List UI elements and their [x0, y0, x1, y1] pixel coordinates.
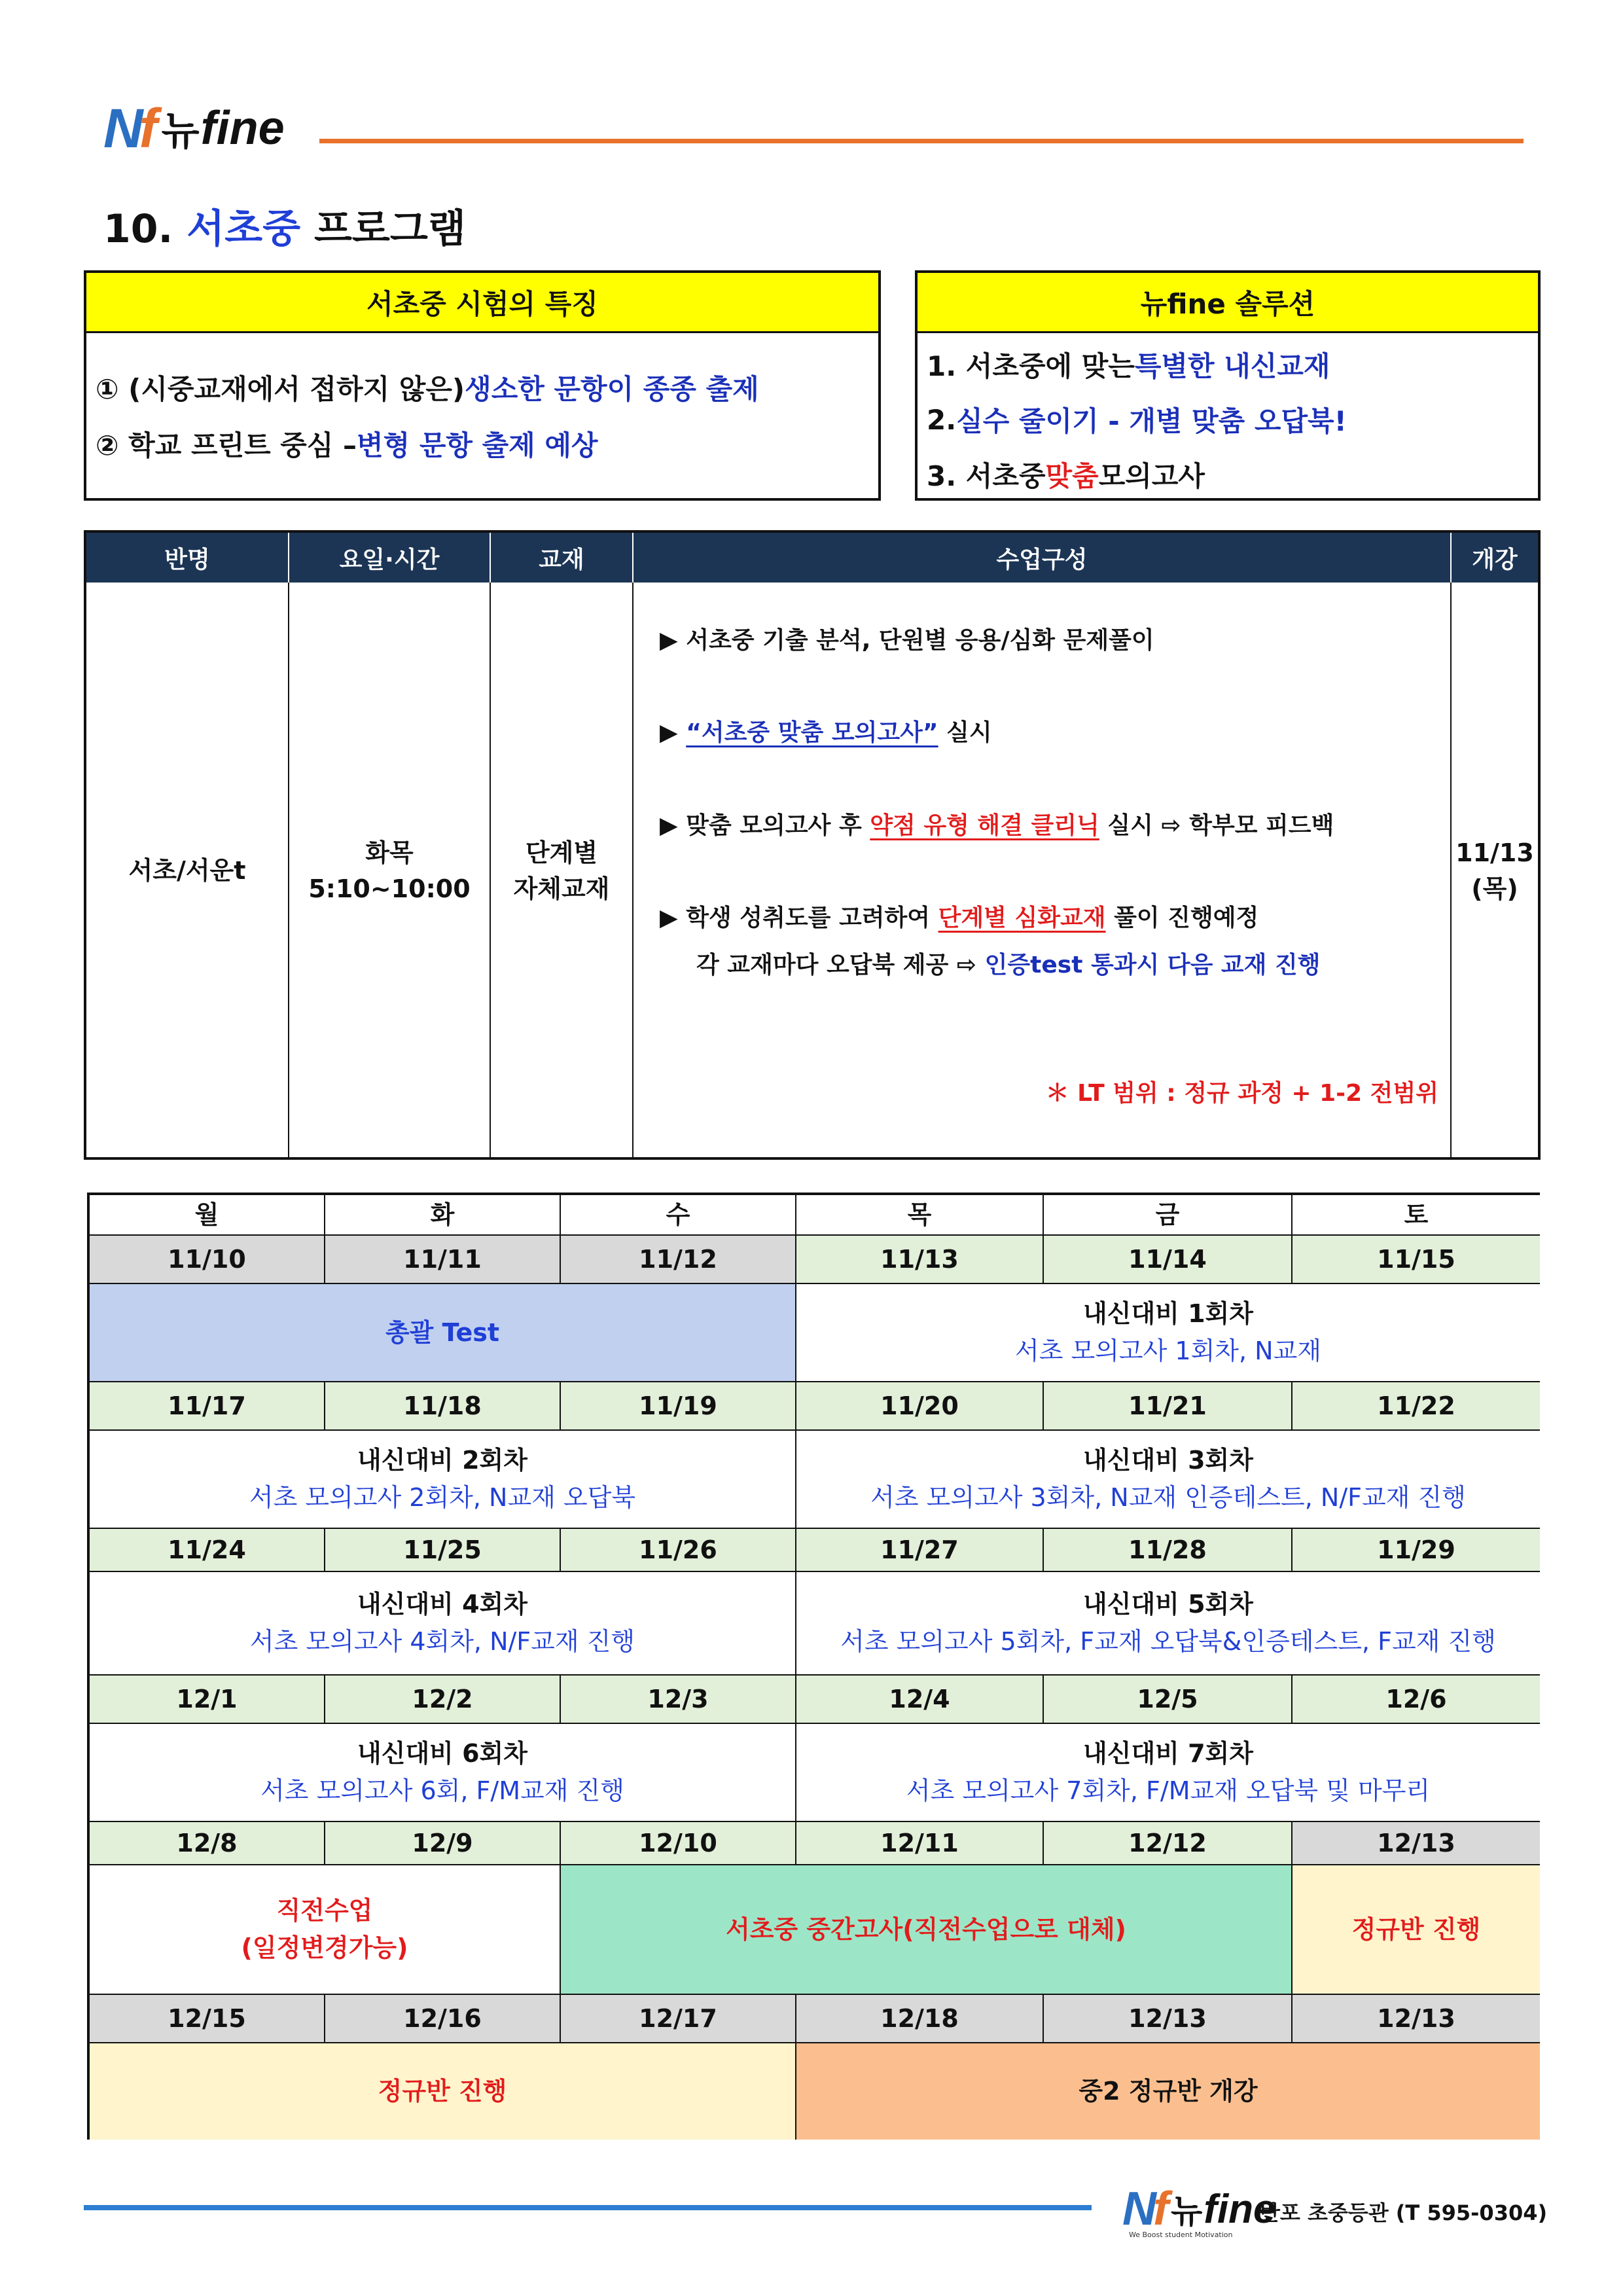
header-divider: [319, 139, 1524, 143]
date-cell: 11/19: [561, 1382, 796, 1431]
program-table: [84, 530, 1541, 1160]
date-cell: 11/26: [561, 1529, 796, 1572]
program-header-content: 수업구성: [633, 533, 1452, 583]
date-cell: 11/24: [90, 1529, 325, 1572]
program-schedule: 화목 5:10~10:00: [289, 583, 491, 1160]
event-grade2-opening: 중2 정규반 개강: [796, 2043, 1540, 2140]
solution-item-1: 1. 서초중에 맞는 특별한 내신교재: [927, 350, 1330, 382]
solutions-title: 뉴fine 솔루션: [918, 273, 1538, 333]
event-exam-prep-6: 내신대비 6회차 서초 모의고사 6회, F/M교재 진행: [90, 1724, 796, 1822]
footer-logo: Nf 뉴 fine We Boost student Motivation: [1122, 2183, 1276, 2239]
program-header-schedule: 요일·시간: [289, 533, 491, 583]
features-box: [84, 270, 881, 501]
date-cell: 12/17: [561, 1995, 796, 2043]
event-pre-class: 직전수업 (일정변경가능): [90, 1865, 561, 1995]
header-logo: [103, 98, 285, 158]
logo-english: fine: [200, 102, 285, 154]
date-cell: 12/15: [90, 1995, 325, 2043]
event-regular-class-2: 정규반 진행: [90, 2043, 796, 2140]
date-cell: 11/18: [325, 1382, 561, 1431]
page-title: 10. 서초중 프로그램: [103, 206, 466, 252]
event-exam-prep-2: 내신대비 2회차 서초 모의고사 2회차, N교재 오답북: [90, 1431, 796, 1529]
date-cell: 11/10: [90, 1236, 325, 1284]
footer-divider: [84, 2205, 1092, 2210]
footer-logo-tagline: We Boost student Motivation: [1129, 2231, 1233, 2239]
schedule-calendar: [87, 1193, 1540, 2140]
content-line-5: 각 교재마다 오답북 제공 ⇨ 인증test 통과시 다음 교재 진행: [696, 952, 1321, 978]
date-cell: 12/16: [325, 1995, 561, 2043]
program-header-textbook: 교재: [491, 533, 633, 583]
feature-item-1: ① (시중교재에서 접하지 않은) 생소한 문항이 종종 출제: [96, 373, 759, 405]
footer-branch-contact: 반포 초중등관 (T 595-0304): [1260, 2200, 1548, 2225]
event-exam-prep-5: 내신대비 5회차 서초 모의고사 5회차, F교재 오답북&인증테스트, F교재 진행: [796, 1572, 1540, 1676]
date-cell: 12/4: [796, 1676, 1044, 1724]
date-cell: 12/12: [1044, 1822, 1293, 1865]
date-cell: 12/9: [325, 1822, 561, 1865]
weekday-fri: 금: [1044, 1195, 1293, 1236]
event-regular-class: 정규반 진행: [1293, 1865, 1540, 1995]
date-cell: 11/29: [1293, 1529, 1540, 1572]
content-line-4: ▶ 학생 성취도를 고려하여 단계별 심화교재 풀이 진행예정: [660, 905, 1259, 931]
date-cell: 11/12: [561, 1236, 796, 1284]
date-cell: 12/1: [90, 1676, 325, 1724]
event-exam-prep-4: 내신대비 4회차 서초 모의고사 4회차, N/F교재 진행: [90, 1572, 796, 1676]
weekday-thu: 목: [796, 1195, 1044, 1236]
event-total-test: 총괄 Test: [90, 1284, 796, 1382]
date-cell: 12/13: [1044, 1995, 1293, 2043]
solution-item-2: 2. 실수 줄이기 - 개별 맞춤 오답북!: [927, 403, 1347, 437]
event-exam-prep-3: 내신대비 3회차 서초 모의고사 3회차, N교재 인증테스트, N/F교재 진행: [796, 1431, 1540, 1529]
page-title-school: 서초중: [187, 206, 301, 252]
logo-mark: Nf: [103, 97, 154, 159]
date-cell: 11/11: [325, 1236, 561, 1284]
date-cell: 12/18: [796, 1995, 1044, 2043]
date-cell: 12/10: [561, 1822, 796, 1865]
weekday-sat: 토: [1293, 1195, 1540, 1236]
content-note: ＊ LT 범위 : 정규 과정 + 1-2 전범위: [1045, 1080, 1438, 1107]
footer-logo-mark: Nf: [1122, 2183, 1166, 2235]
date-cell: 11/22: [1293, 1382, 1540, 1431]
date-cell: 11/13: [796, 1236, 1044, 1284]
date-cell: 11/14: [1044, 1236, 1293, 1284]
date-cell: 12/2: [325, 1676, 561, 1724]
weekday-mon: 월: [90, 1195, 325, 1236]
date-cell: 11/17: [90, 1382, 325, 1431]
weekday-wed: 수: [561, 1195, 796, 1236]
program-content: [633, 583, 1452, 1160]
content-line-3: ▶ 맞춤 모의고사 후 약점 유형 해결 클리닉 실시 ⇨ 학부모 피드백: [660, 812, 1334, 839]
program-header-class: 반명: [86, 533, 289, 583]
weekday-tue: 화: [325, 1195, 561, 1236]
content-line-1: ▶ 서초중 기출 분석, 단원별 응용/심화 문제풀이: [660, 627, 1154, 654]
date-cell: 11/25: [325, 1529, 561, 1572]
date-cell: 12/11: [796, 1822, 1044, 1865]
solution-item-3: 3. 서초중 맞춤 모의고사: [927, 460, 1205, 492]
program-start-date: 11/13 (목): [1455, 838, 1534, 903]
event-exam-prep-7: 내신대비 7회차 서초 모의고사 7회차, F/M교재 오답북 및 마무리: [796, 1724, 1540, 1822]
date-cell: 11/15: [1293, 1236, 1540, 1284]
date-cell: 12/13: [1293, 1822, 1540, 1865]
date-cell: 12/5: [1044, 1676, 1293, 1724]
feature-item-2: ② 학교 프린트 중심 – 변형 문항 출제 예상: [96, 429, 598, 461]
event-exam-prep-1: 내신대비 1회차 서초 모의고사 1회차, N교재: [796, 1284, 1540, 1382]
content-line-2: ▶ “서초중 맞춤 모의고사” 실시: [660, 719, 992, 746]
program-header-start: 개강: [1452, 533, 1538, 583]
program-class-name: 서초/서운t: [86, 583, 289, 1160]
date-cell: 11/27: [796, 1529, 1044, 1572]
date-cell: 11/28: [1044, 1529, 1293, 1572]
features-title: 서초중 시험의 특징: [86, 273, 878, 333]
date-cell: 11/21: [1044, 1382, 1293, 1431]
program-textbook: 단계별 자체교재: [491, 583, 633, 1160]
date-cell: 11/20: [796, 1382, 1044, 1431]
solutions-box: [915, 270, 1541, 501]
event-midterm-exam: 서초중 중간고사(직전수업으로 대체): [561, 1865, 1293, 1995]
date-cell: 12/8: [90, 1822, 325, 1865]
date-cell: 12/3: [561, 1676, 796, 1724]
date-cell: 12/6: [1293, 1676, 1540, 1724]
logo-korean: 뉴: [161, 109, 200, 154]
date-cell: 12/13: [1293, 1995, 1540, 2043]
